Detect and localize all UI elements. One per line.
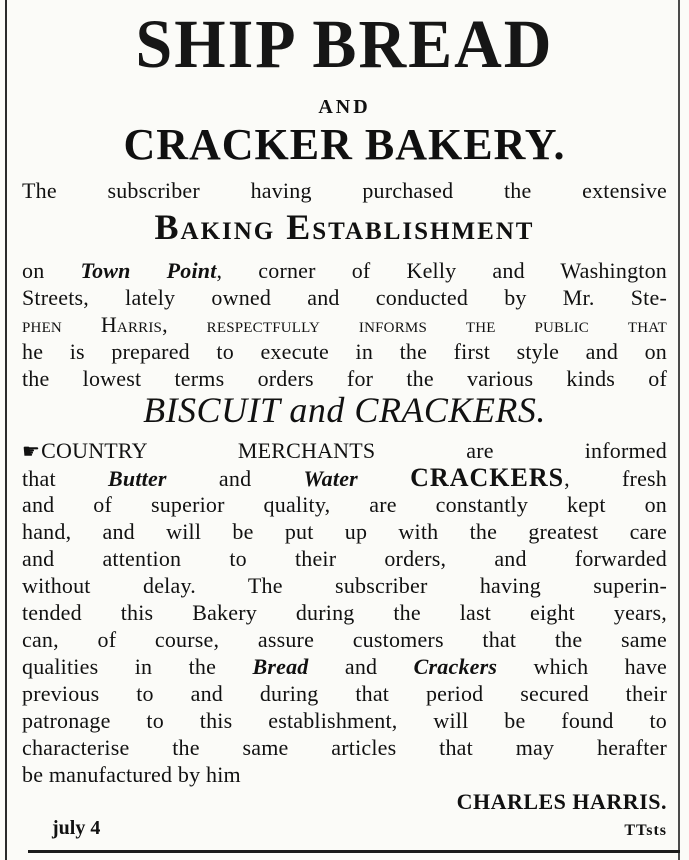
ad-line-2-start: on <box>22 258 81 283</box>
publication-date: july 4 <box>52 817 101 839</box>
ad-line-12: without delay. The subscriber having superin- <box>22 573 667 598</box>
water-text: Water <box>303 466 358 491</box>
ad-line-13: tended this Bakery during the last eight years, <box>22 600 667 625</box>
bottom-rule <box>28 850 680 853</box>
ad-line-15 <box>22 654 667 680</box>
ad-line-8-end: , fresh <box>564 466 667 491</box>
ad-line-5: he is prepared to execute in the first style and on <box>22 339 667 364</box>
ad-line-2 <box>22 258 667 284</box>
ad-line-19: be manufactured by him <box>22 762 241 787</box>
ad-line-9: and of superior quality, are constantly kept on <box>22 492 667 517</box>
ad-line-15-start: qualities in the <box>22 654 253 679</box>
ad-line-3: Streets, lately owned and conducted by Mr. Ste- <box>22 285 667 310</box>
butter-text: Butter <box>108 466 167 491</box>
baking-establishment-heading: Baking Establishment <box>154 207 535 247</box>
pointing-hand-icon: ☛ <box>22 441 41 463</box>
signature: CHARLES HARRIS. <box>456 789 667 814</box>
ad-line-1: The subscriber having purchased the extensive <box>22 178 667 203</box>
right-column-rule <box>678 0 680 860</box>
biscuit-crackers-heading: BISCUIT and CRACKERS. <box>143 390 546 430</box>
ad-line-8-and: and <box>166 466 304 491</box>
insertion-code: TTsts <box>624 822 667 839</box>
ad-title: SHIP BREAD <box>135 6 554 83</box>
ad-line-8 <box>22 465 667 492</box>
ad-line-16: previous to and during that period secured their <box>22 681 667 706</box>
ad-line-2-end: , corner of Kelly and Washington <box>216 258 667 283</box>
ad-line-4: phen Harris, respectfully informs the public that <box>22 312 667 337</box>
ad-line-8-start: that <box>22 466 109 491</box>
bread-text: Bread <box>252 654 309 679</box>
ad-line-14: can, of course, assure customers that the same <box>22 627 667 652</box>
ad-line-15-and: and <box>308 654 414 679</box>
crackers-emphasis: CRACKERS <box>410 463 565 492</box>
ad-line-18: characterise the same articles that may herafter <box>22 735 667 760</box>
country-merchants-text: COUNTRY MERCHANTS are informed <box>41 438 667 463</box>
ad-line-17: patronage to this establishment, will be found to <box>22 708 667 733</box>
ad-line-7 <box>22 438 667 464</box>
ad-subtitle: CRACKER BAKERY. <box>123 120 566 169</box>
ad-and: AND <box>318 96 371 118</box>
ad-line-10: hand, and will be put up with the greatest care <box>22 519 667 544</box>
ad-line-11: and attention to their orders, and forwarded <box>22 546 667 571</box>
town-point-text: Town Point <box>80 258 217 283</box>
crackers-text: Crackers <box>413 654 498 679</box>
left-column-rule <box>5 0 7 860</box>
ad-line-15-end: which have <box>497 654 668 679</box>
ad-line-6: the lowest terms orders for the various kinds of <box>22 366 667 391</box>
